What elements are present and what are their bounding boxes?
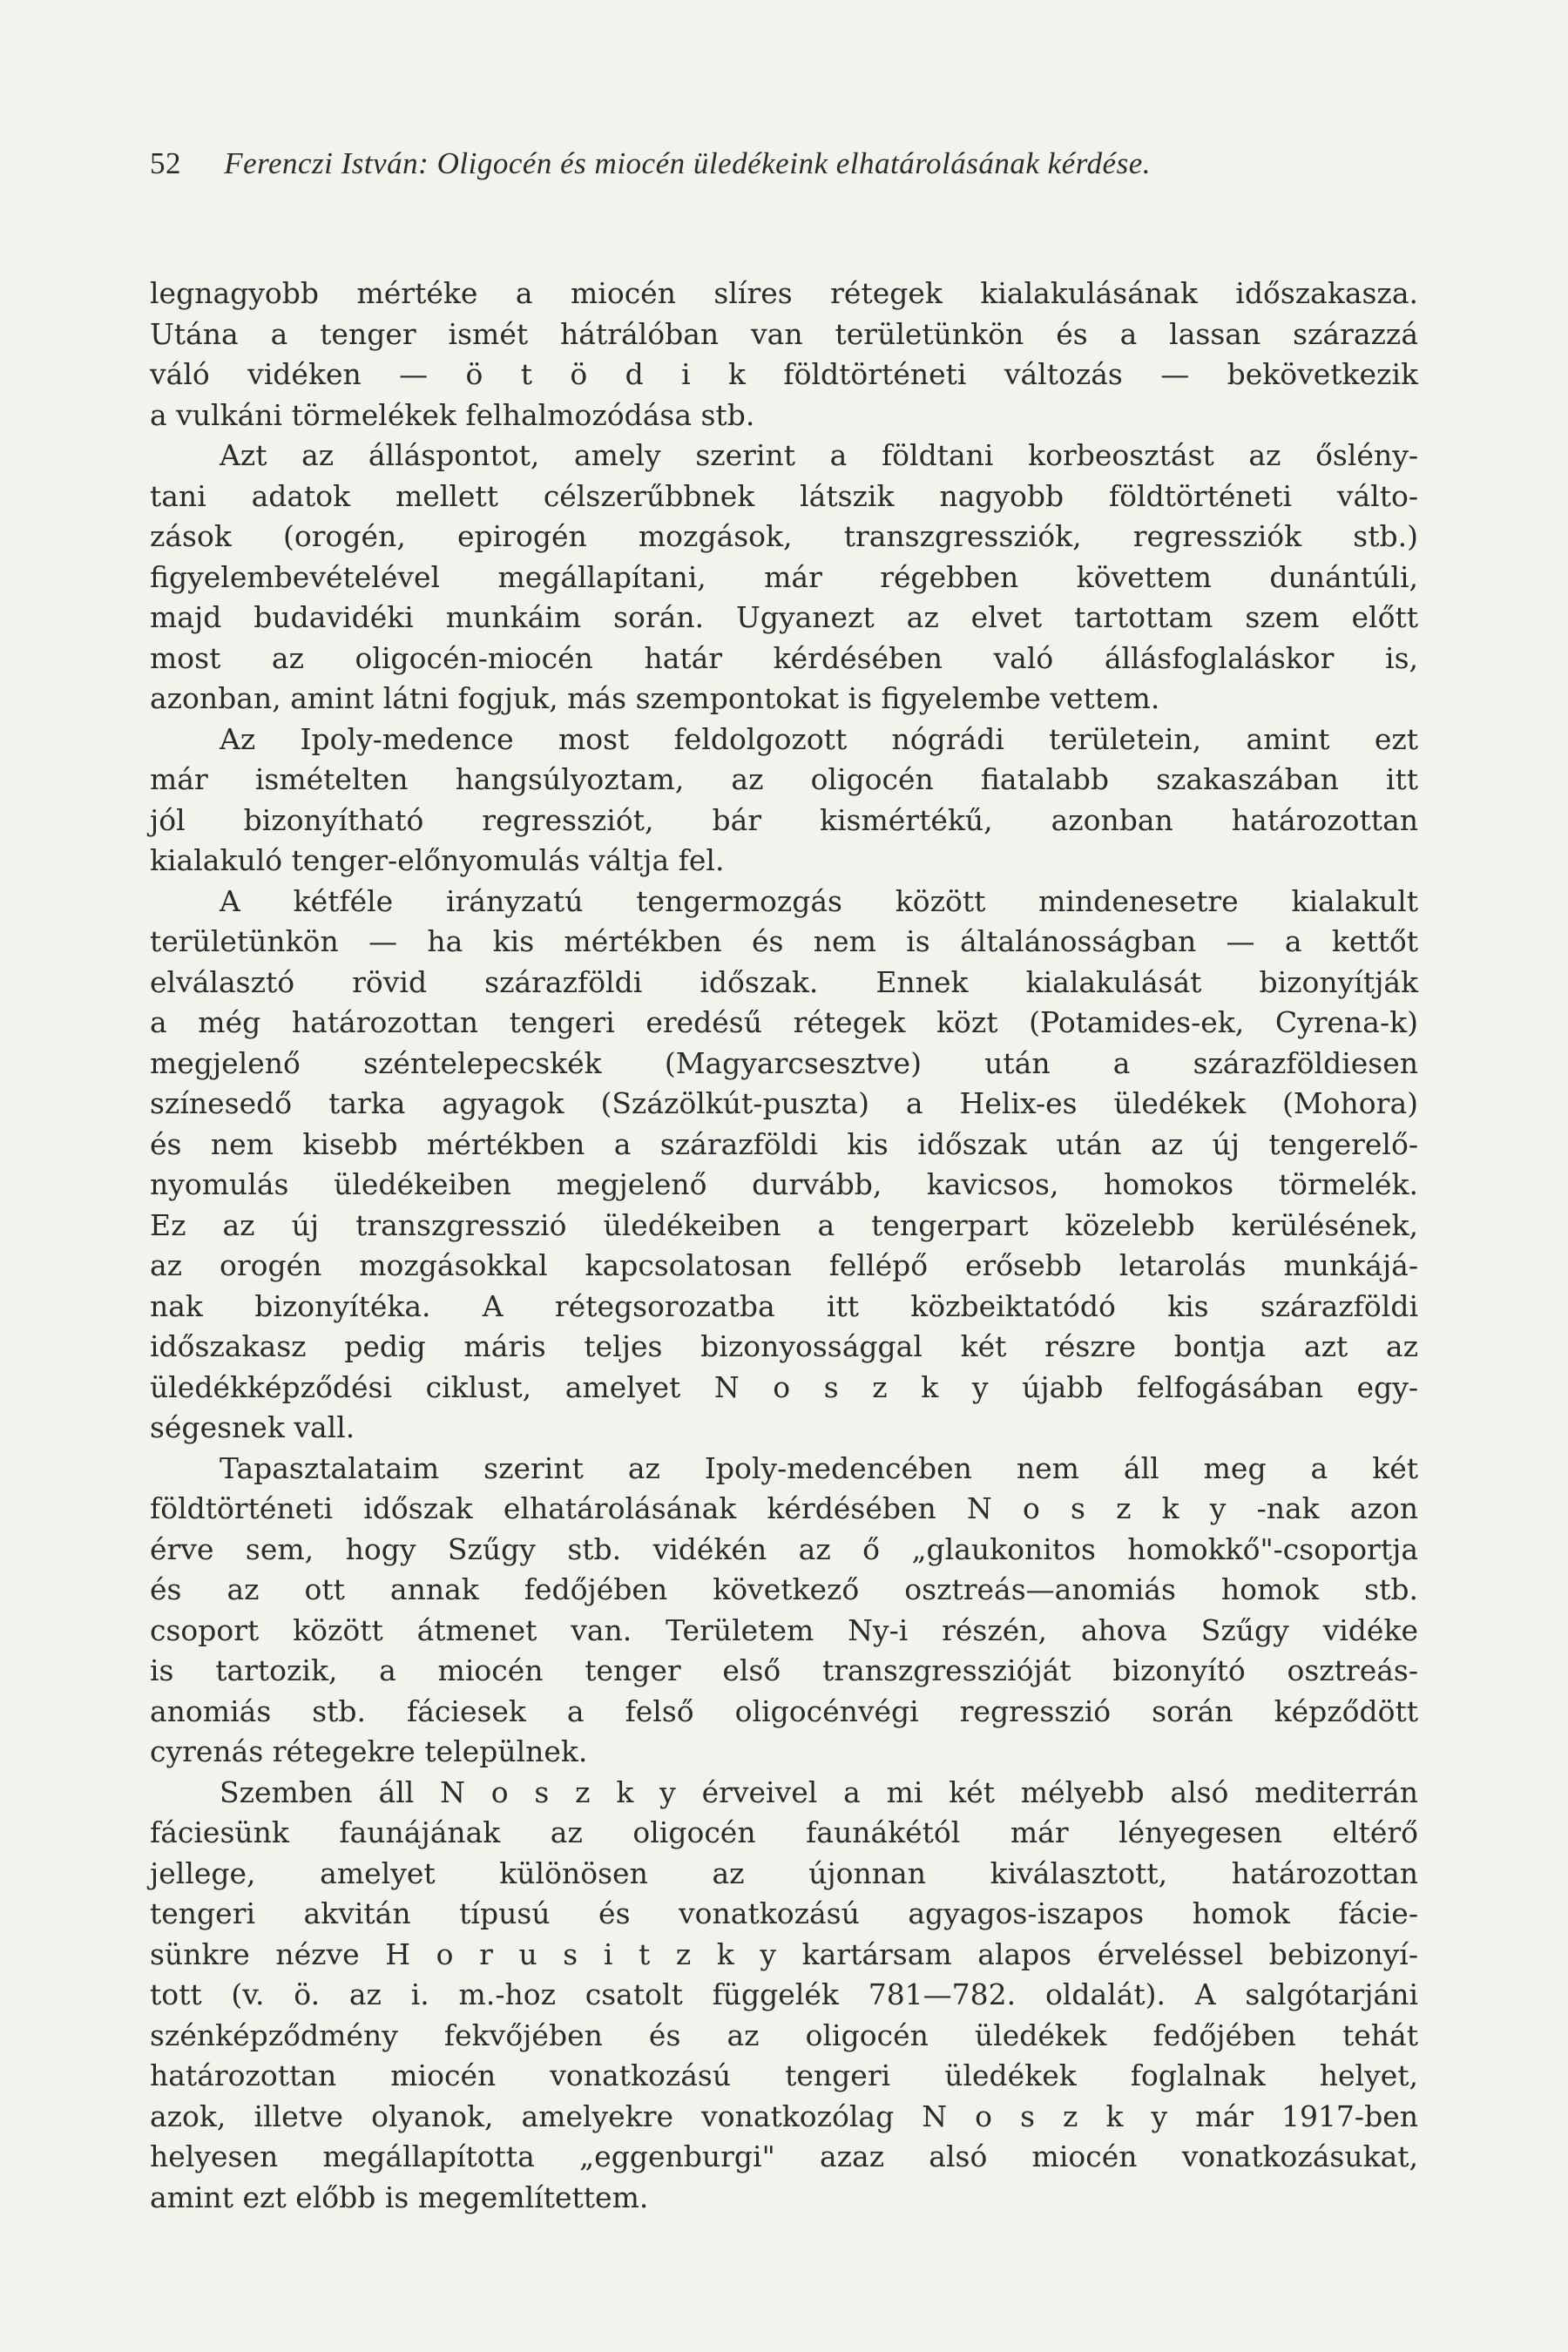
text-line: a vulkáni törmelékek felhalmozódása stb. <box>150 397 755 432</box>
text-line: elválasztó rövid szárazföldi időszak. Ennek kialakulását bizonyítják <box>150 964 1418 999</box>
text-line: Az Ipoly-medence most feldolgozott nógrádi területein, amint ezt <box>220 721 1418 756</box>
text-line: Utána a tenger ismét hátrálóban van területünkön és a lassan szárazzá <box>150 316 1418 351</box>
running-title: Ferenczi István: Oligocén és miocén üledékeink elhatárolásának kérdése. <box>224 146 1151 180</box>
text-line: megjelenő széntelepecskék (Magyarcsesztve) után a szárazföldiesen <box>150 1045 1418 1080</box>
text-line: tengeri akvitán típusú és vonatkozású agyagos-iszapos homok fácie- <box>150 1896 1418 1930</box>
text-line: azonban, amint látni fogjuk, más szempontokat is figyelembe vettem. <box>150 681 1160 715</box>
text-line: is tartozik, a miocén tenger első transzgresszióját bizonyító osztreás- <box>150 1653 1418 1687</box>
text-line: színesedő tarka agyagok (Százölkút-puszta) a Helix-es üledékek (Mohora) <box>150 1086 1418 1120</box>
text-line: ségesnek vall. <box>150 1410 355 1444</box>
body-text <box>150 274 1418 2218</box>
text-line: figyelembevételével megállapítani, már régebben követtem dunántúli, <box>150 559 1418 594</box>
text-line: a még határozottan tengeri eredésű rétegek közt (Potamides-ek, Cyrena-k) <box>150 1005 1418 1039</box>
page-number: 52 <box>150 146 181 180</box>
text-line: érve sem, hogy Szűgy stb. vidékén az ő „glaukonitos homokkő"-csoportja <box>150 1531 1418 1566</box>
text-line: nak bizonyítéka. A rétegsorozatba itt közbeiktatódó kis szárazföldi <box>150 1288 1418 1323</box>
text-line: területünkön — ha kis mértékben és nem is általánosságban — a kettőt <box>150 924 1418 958</box>
running-header <box>150 146 1422 181</box>
text-line: majd budavidéki munkáim során. Ugyanezt az elvet tartottam szem előtt <box>150 600 1418 634</box>
text-line: és nem kisebb mértékben a szárazföldi kis időszak után az új tengerelő- <box>150 1126 1418 1161</box>
text-line: jellege, amelyet különösen az újonnan kiválasztott, határozottan <box>150 1855 1418 1890</box>
text-line: sünkre nézve H o r u s i t z k y kartársam alapos érveléssel bebizonyí- <box>150 1936 1418 1971</box>
text-line: csoport között átmenet van. Területem Ny-i részén, ahova Szűgy vidéke <box>150 1612 1418 1647</box>
text-line: Tapasztalataim szerint az Ipoly-medencében nem áll meg a két <box>220 1450 1418 1485</box>
text-line: fáciesünk faunájának az oligocén faunákétól már lényegesen eltérő <box>150 1815 1418 1849</box>
text-line: most az oligocén-miocén határ kérdésében való állásfoglaláskor is, <box>150 640 1418 675</box>
text-line: tani adatok mellett célszerűbbnek látszik nagyobb földtörténeti válto- <box>150 478 1418 513</box>
text-line: amint ezt előbb is megemlítettem. <box>150 2180 649 2214</box>
text-line: jól bizonyítható regressziót, bár kismértékű, azonban határozottan <box>150 802 1418 837</box>
text-line: és az ott annak fedőjében következő osztreás—anomiás homok stb. <box>150 1572 1418 1606</box>
text-line: zások (orogén, epirogén mozgások, transzgressziók, regressziók stb.) <box>150 519 1418 553</box>
text-line: A kétféle irányzatú tengermozgás között mindenesetre kialakult <box>220 883 1418 918</box>
text-line: Szemben áll N o s z k y érveivel a mi két mélyebb alsó mediterrán <box>220 1774 1418 1809</box>
text-line: azok, illetve olyanok, amelyekre vonatkozólag N o s z k y már 1917-ben <box>150 2099 1418 2133</box>
text-line: tott (v. ö. az i. m.-hoz csatolt függelék 781—782. oldalát). A salgótarjáni <box>150 1977 1418 2011</box>
text-line: már ismételten hangsúlyoztam, az oligocén fiatalabb szakaszában itt <box>150 762 1418 796</box>
text-line: helyesen megállapította „eggenburgi" azaz alsó miocén vonatkozásukat, <box>150 2139 1418 2173</box>
text-line: határozottan miocén vonatkozású tengeri üledékek foglalnak helyet, <box>150 2058 1418 2092</box>
text-line: váló vidéken — ö t ö d i k földtörténeti változás — bekövetkezik <box>150 357 1418 391</box>
text-line: nyomulás üledékeiben megjelenő durvább, kavicsos, homokos törmelék. <box>150 1167 1418 1201</box>
text-line: az orogén mozgásokkal kapcsolatosan fellépő erősebb letarolás munkájá- <box>150 1248 1418 1282</box>
text-line: legnagyobb mértéke a miocén slíres rétegek kialakulásának időszakasza. <box>150 276 1418 310</box>
text-line: földtörténeti időszak elhatárolásának kérdésében N o s z k y -nak azon <box>150 1491 1418 1525</box>
text-line: Ez az új transzgresszió üledékeiben a tengerpart közelebb kerülésének, <box>150 1207 1418 1242</box>
text-line: cyrenás rétegekre települnek. <box>150 1734 588 1768</box>
text-line: Azt az álláspontot, amely szerint a földtani korbeosztást az őslény- <box>220 438 1418 472</box>
text-line: kialakuló tenger-előnyomulás váltja fel. <box>150 843 725 877</box>
text-line: üledékképződési ciklust, amelyet N o s z k y újabb felfogásában egy- <box>150 1369 1418 1404</box>
text-line: szénképződmény fekvőjében és az oligocén üledékek fedőjében tehát <box>150 2017 1418 2052</box>
text-line: időszakasz pedig máris teljes bizonyossággal két részre bontja azt az <box>150 1329 1418 1363</box>
text-line: anomiás stb. fáciesek a felső oligocénvégi regresszió során képződött <box>150 1693 1418 1728</box>
